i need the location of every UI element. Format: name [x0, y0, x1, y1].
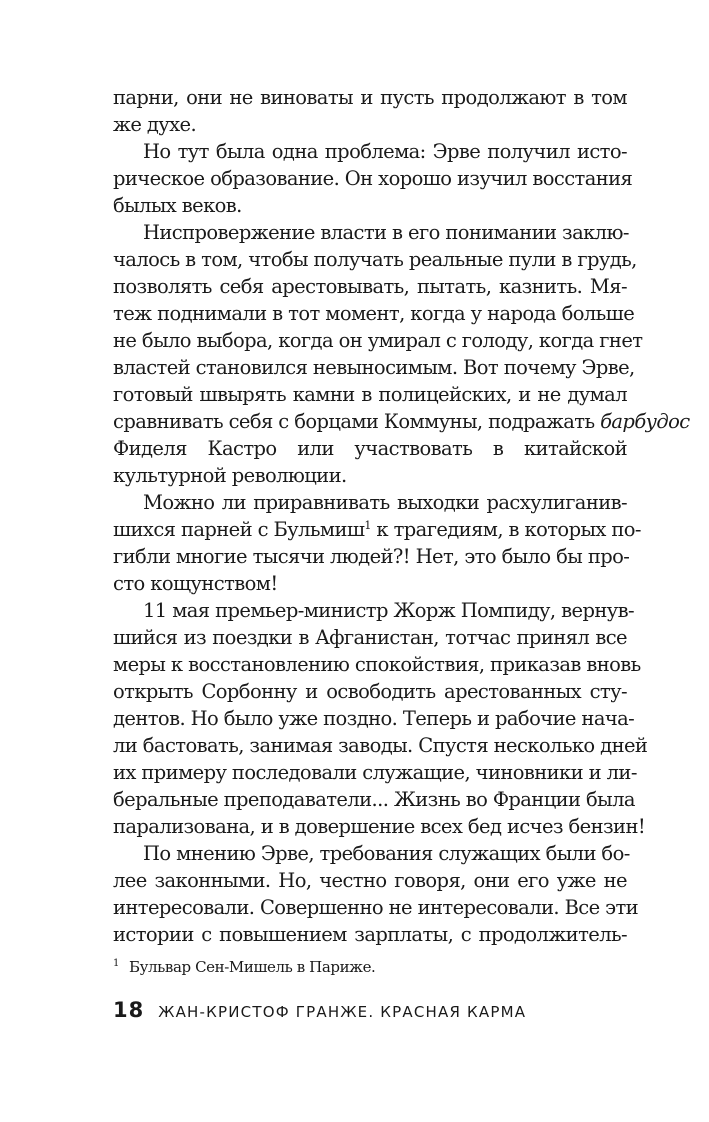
text-line: парни, они не виноваты и пусть продолжают в том [113, 86, 627, 109]
italic-word: барбудос [600, 410, 690, 433]
text-line: меры к восстановлению спокойствия, приказав вновь [113, 653, 641, 676]
footnote-mark: 1 [113, 958, 119, 969]
footnote-reference: 1 [364, 519, 371, 532]
text-line: чалось в том, чтобы получать реальные пули в грудь, [113, 248, 637, 271]
text-line: 11 мая премьер-министр Жорж Помпиду, вернув- [143, 599, 634, 622]
footnote-text: Бульвар Сен-Мишель в Париже. [128, 958, 376, 976]
text-line: не было выбора, когда он умирал с голоду, когда гнет [113, 329, 643, 352]
text-line: беральные преподаватели... Жизнь во Франции была [113, 788, 635, 811]
text-line: Ниспровержение власти в его понимании заклю- [143, 221, 629, 244]
text-line [113, 516, 641, 543]
page-footer [113, 998, 526, 1022]
text-line: былых веков. [113, 194, 242, 217]
text-line: шийся из поездки в Афганистан, тотчас принял все [113, 626, 627, 649]
body-text [113, 84, 690, 948]
text-line: властей становился невыносимым. Вот почему Эрве, [113, 356, 635, 379]
text-line: дентов. Но было уже поздно. Теперь и рабочие нача- [113, 707, 635, 730]
text-line: рическое образование. Он хорошо изучил восстания [113, 167, 633, 190]
text-line: же духе. [113, 113, 197, 136]
running-head: ЖАН-КРИСТОФ ГРАНЖЕ. КРАСНАЯ КАРМА [158, 1003, 527, 1021]
page-number: 18 [113, 998, 145, 1022]
text-line: теж поднимали в тот момент, когда у народа больше [113, 302, 635, 325]
footnote [113, 958, 375, 976]
text-line: их примеру последовали служащие, чиновники и ли- [113, 761, 637, 784]
text-line: парализована, и в довершение всех бед исчез бензин! [113, 815, 646, 838]
text-line: открыть Сорбонну и освободить арестованных сту- [113, 680, 627, 703]
text-line: культурной революции. [113, 464, 347, 487]
text-span: шихся парней с Бульмиш [113, 518, 365, 541]
text-line: лее законными. Но, честно говоря, они его уже не [113, 869, 627, 892]
text-line: позволять себя арестовывать, пытать, казнить. Мя- [113, 275, 627, 298]
text-line: Можно ли приравнивать выходки расхулиганив- [143, 491, 627, 514]
text-line: сто кощунством! [113, 572, 278, 595]
text-span: сравнивать себя с борцами Коммуны, подражать [113, 410, 595, 433]
text-line: интересовали. Совершенно не интересовали. Все эти [113, 896, 639, 919]
text-line: По мнению Эрве, требования служащих были бо- [143, 842, 630, 865]
text-line: гибли многие тысячи людей?! Нет, это было бы про- [113, 545, 630, 568]
text-line: готовый швырять камни в полицейских, и не думал [113, 383, 627, 406]
text-line: истории с повышением зарплаты, с продолжитель- [113, 923, 627, 946]
text-line: ли бастовать, занимая заводы. Спустя несколько дней [113, 734, 648, 757]
text-line [113, 408, 690, 435]
text-span: к трагедиям, в которых по- [376, 518, 641, 541]
text-line: Но тут была одна проблема: Эрве получил исто- [143, 140, 627, 163]
text-line: Фиделя Кастро или участвовать в китайской [113, 437, 627, 460]
